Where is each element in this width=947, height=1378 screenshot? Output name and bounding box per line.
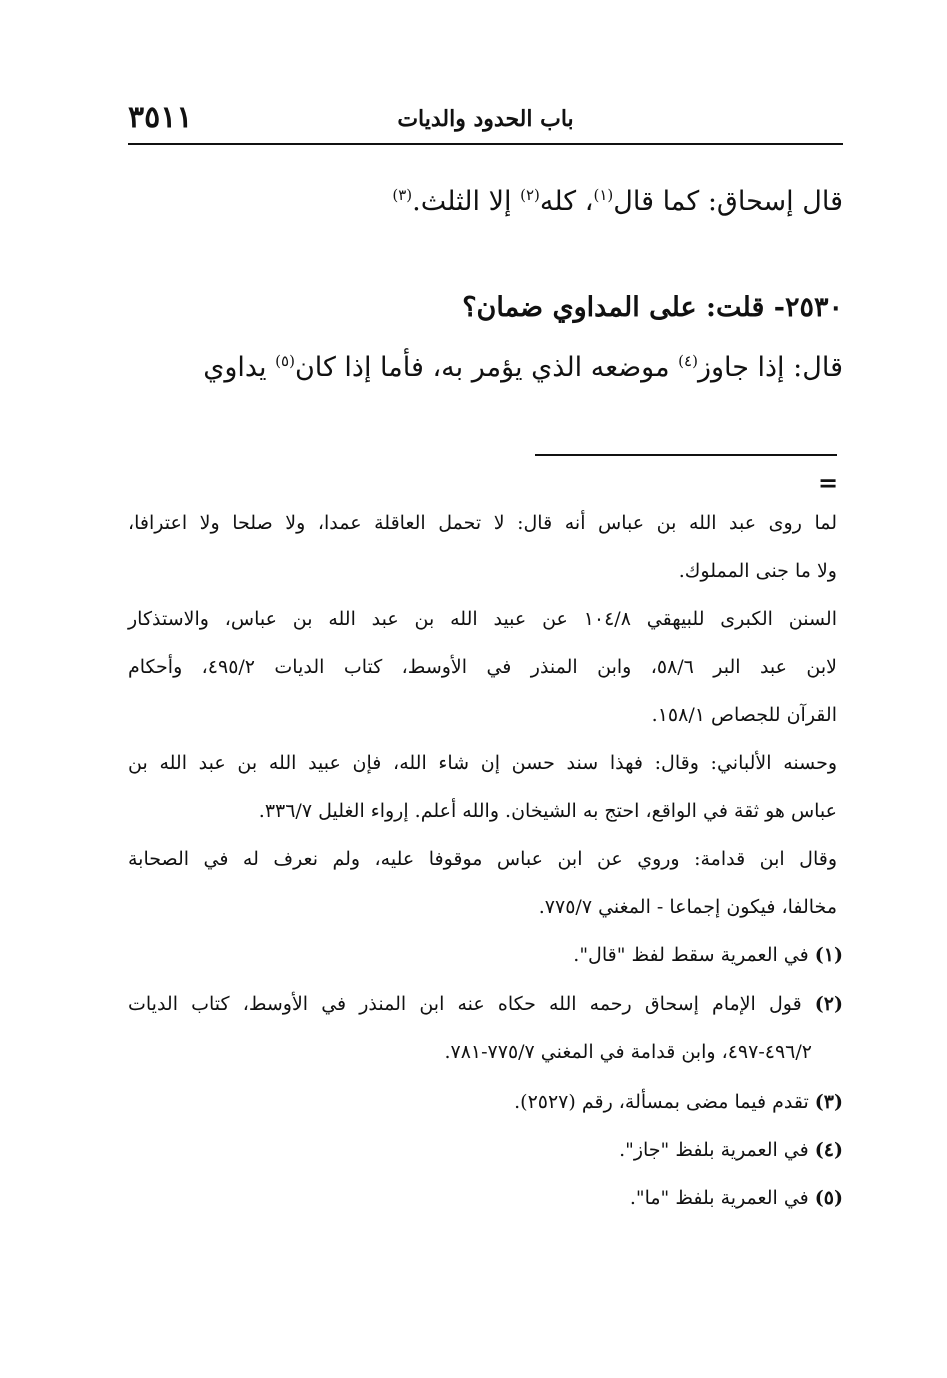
- text-segment: إلا الثلث.: [412, 186, 521, 217]
- text-segment: موضعه الذي يؤمر به، فأما إذا كان: [294, 352, 679, 383]
- text-segment: قال إسحاق: كما قال: [613, 186, 843, 217]
- footnote-number: (٢): [814, 993, 843, 1015]
- footnote-3: [514, 1091, 843, 1113]
- main-text-line: [392, 186, 843, 217]
- footnote-1: [573, 944, 843, 966]
- question-heading: [462, 292, 843, 323]
- footnote-line: لما روى عبد الله بن عباس أنه قال: لا تحمل العاقلة عمدا، ولا صلحا ولا اعترافا،: [128, 512, 837, 534]
- main-text-line: [203, 352, 843, 383]
- footnote-line: القرآن للجصاص ١٥٨/١.: [651, 704, 837, 726]
- footnote-line: ولا ما جنى المملوك.: [678, 560, 837, 582]
- footnote-line: السنن الكبرى للبيهقي ١٠٤/٨ عن عبيد الله بن عبد الله بن عباس، والاستذكار: [128, 608, 837, 630]
- footnote-2: [128, 993, 843, 1015]
- question-number: ٢٥٣٠: [784, 292, 843, 323]
- footnote-ref[interactable]: (٥): [275, 352, 295, 370]
- footnote-line: وقال ابن قدامة: وروي عن ابن عباس موقوفا عليه، ولم نعرف له في الصحابة: [128, 848, 837, 870]
- footnote-ref[interactable]: (٤): [678, 352, 698, 370]
- footnote-text: في العمرية بلفظ "ما".: [629, 1187, 815, 1209]
- footnote-number: (٤): [814, 1139, 843, 1161]
- footnote-2-continued: [444, 1041, 812, 1063]
- text-segment: ، كله: [539, 186, 594, 217]
- footnote-number: (١): [814, 944, 843, 966]
- footnote-4: [619, 1139, 843, 1161]
- continuation-mark: =: [818, 468, 839, 497]
- footnote-text: في العمرية سقط لفظ "قال".: [573, 944, 815, 966]
- text-segment: يداوي: [203, 352, 276, 383]
- text-segment: قال: إذا جاوز: [697, 352, 843, 383]
- question-text: - قلت: على المداوي ضمان؟: [462, 292, 785, 323]
- footnote-separator: [535, 454, 837, 456]
- footnote-line: عباس هو ثقة في الواقع، احتج به الشيخان. والله أعلم. إرواء الغليل ٣٣٦/٧.: [258, 800, 837, 822]
- footnote-number: (٥): [814, 1187, 843, 1209]
- header-rule: [128, 143, 843, 145]
- footnote-number: (٣): [814, 1091, 843, 1113]
- footnote-line: مخالفا، فيكون إجماعا - المغني ٧٧٥/٧.: [538, 896, 837, 918]
- chapter-title: باب الحدود والديات: [397, 106, 574, 132]
- footnote-text: قول الإمام إسحاق رحمه الله حكاه عنه ابن المنذر في الأوسط، كتاب الديات: [128, 993, 815, 1015]
- footnote-ref[interactable]: (١): [593, 186, 614, 204]
- footnote-ref[interactable]: (٢): [520, 186, 540, 204]
- footnote-line: وحسنه الألباني: وقال: فهذا سند حسن إن شاء الله، فإن عبيد الله بن عبد الله بن: [128, 752, 837, 774]
- footnote-text: في العمرية بلفظ "جاز".: [619, 1139, 815, 1161]
- footnote-text: تقدم فيما مضى بمسألة، رقم (٢٥٢٧).: [514, 1091, 815, 1113]
- page-number: ٣٥١١: [128, 100, 193, 135]
- footnote-ref[interactable]: (٣): [392, 186, 413, 204]
- page-header: [128, 100, 843, 142]
- footnote-line: لابن عبد البر ٥٨/٦، وابن المنذر في الأوسط، كتاب الديات ٤٩٥/٢، وأحكام: [128, 656, 837, 678]
- footnote-text: ٤٩٦/٢-٤٩٧، وابن قدامة في المغني ٧٧٥/٧-٧٨١.: [444, 1041, 812, 1063]
- footnote-5: [630, 1187, 843, 1209]
